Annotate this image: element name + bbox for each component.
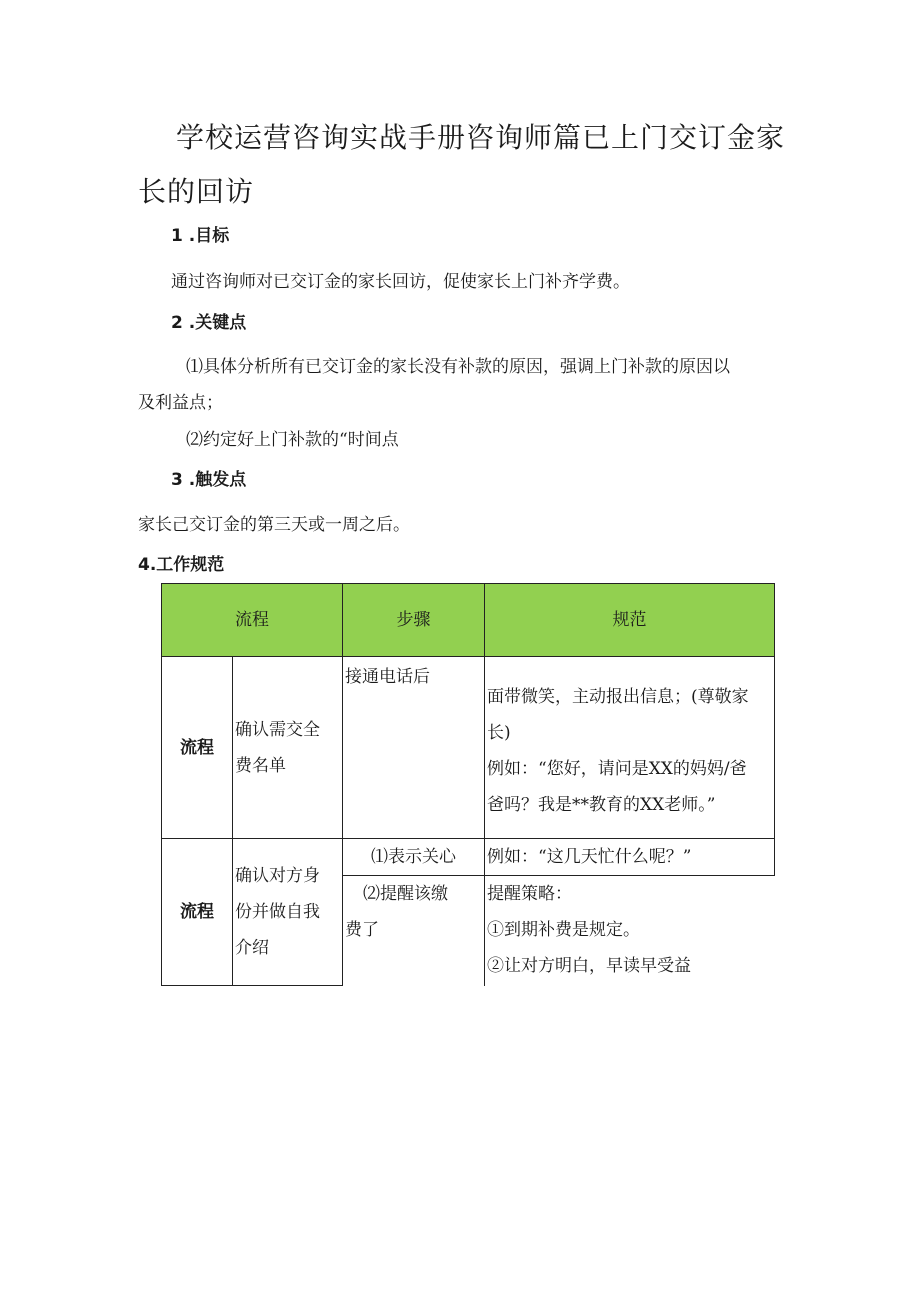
row1-step <box>343 657 485 839</box>
row2-process-line2: 份并做自我 <box>235 902 320 922</box>
header-step: 步骤 <box>343 584 485 657</box>
section-4-heading: 4.工作规范 <box>138 555 225 575</box>
row2-step-a: ⑴表示关心 <box>343 839 485 876</box>
section-3-text: 家长己交订金的第三天或一周之后。 <box>138 515 410 535</box>
row1-spec-line4: 爸吗？我是**教育的XX老师。” <box>487 795 716 815</box>
row2-spec-a: 例如：“这几天忙什么呢？” <box>485 839 775 876</box>
section-2-heading: 2 .关键点 <box>171 313 247 333</box>
row1-spec <box>485 657 775 839</box>
row2-process <box>233 839 343 986</box>
row2-process-line3: 介绍 <box>235 938 269 958</box>
row1-process-line1: 确认需交全 <box>235 719 320 740</box>
row2-spec-b-line2: ①到期补费是规定。 <box>487 920 640 940</box>
row2-step-b-line2: 费了 <box>345 920 379 940</box>
row1-spec-line3: 例如：“您好，请问是XX的妈妈/爸 <box>487 759 747 779</box>
section-2-item1-line2: 及利益点； <box>138 393 223 413</box>
row1-flow: 流程 <box>162 657 233 839</box>
document-title-line1: 学校运营咨询实战手册咨询师篇已上门交订金家 <box>176 121 786 154</box>
row2-spec-b-line3: ②让对方明白，早读早受益 <box>487 956 691 976</box>
table-header-row <box>162 584 775 657</box>
row2-flow: 流程 <box>162 839 233 986</box>
table-row <box>162 839 775 876</box>
header-process: 流程 <box>162 584 343 657</box>
row1-process <box>233 657 343 839</box>
row1-spec-line1: 面带微笑，主动报出信息；(尊敬家 <box>487 687 749 707</box>
row1-step-text: 接通电话后 <box>345 667 430 687</box>
document-title-line2: 长的回访 <box>138 175 255 208</box>
row2-step-b <box>343 876 485 986</box>
row1-spec-line2: 长) <box>487 723 511 743</box>
section-2-item2: ⑵约定好上门补款的“时间点 <box>186 430 399 450</box>
section-1-text: 通过咨询师对已交订金的家长回访，促使家长上门补齐学费。 <box>171 272 630 292</box>
row2-process-line1: 确认对方身 <box>235 866 320 886</box>
row2-step-b-line1: ⑵提醒该缴 <box>363 884 448 904</box>
header-spec: 规范 <box>485 584 775 657</box>
table-row <box>162 657 775 839</box>
row2-spec-b-line1: 提醒策略： <box>487 884 572 904</box>
row2-spec-b <box>485 876 775 986</box>
section-2-item1-line1: ⑴具体分析所有已交订金的家长没有补款的原因，强调上门补款的原因以 <box>186 357 730 377</box>
section-3-heading: 3 .触发点 <box>171 470 247 490</box>
section-1-heading: 1 .目标 <box>171 226 230 246</box>
row1-process-line2: 费名单 <box>235 755 286 776</box>
work-spec-table <box>161 583 775 986</box>
